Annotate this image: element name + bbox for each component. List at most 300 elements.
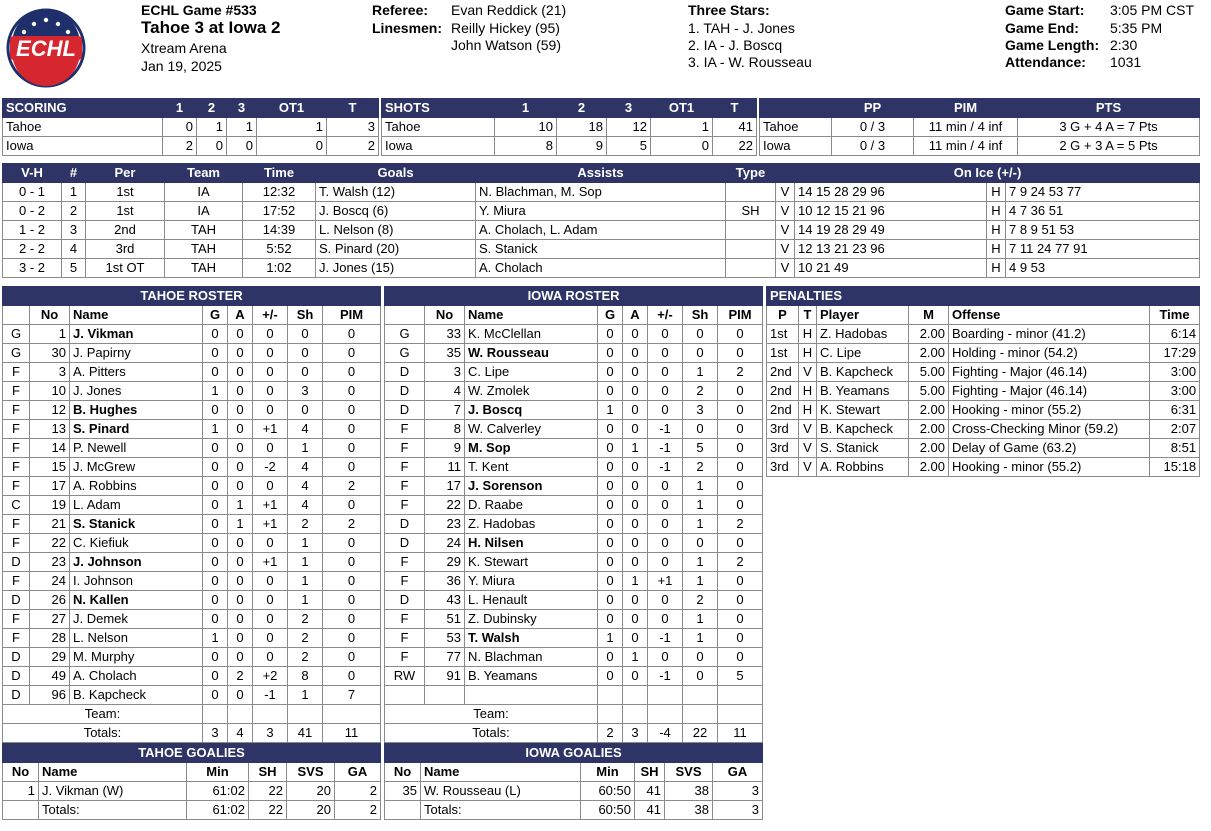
roster-row	[385, 686, 763, 705]
player-position: G	[385, 344, 425, 363]
name-header: Name	[39, 763, 187, 782]
player-name: B. Hughes	[70, 401, 203, 420]
penalty-time: 15:18	[1150, 458, 1200, 477]
iowa-goalies-title: IOWA GOALIES	[385, 744, 763, 763]
minutes-header: M	[909, 306, 949, 325]
period-header: P	[767, 306, 799, 325]
player-name: N. Kallen	[70, 591, 203, 610]
goal-type: SH	[726, 202, 776, 221]
player-pim: 0	[718, 629, 763, 648]
player-pim: 0	[718, 325, 763, 344]
pim-header: PIM	[323, 306, 381, 325]
player-shots: 2	[288, 610, 323, 629]
player-goals: 0	[598, 344, 623, 363]
penalty-minutes: 5.00	[909, 363, 949, 382]
goal-scorer: J. Jones (15)	[316, 259, 476, 278]
sh-header: Sh	[683, 306, 718, 325]
penalty-offense: Delay of Game (63.2)	[949, 439, 1150, 458]
total-ga: 2	[335, 801, 381, 820]
player-shots: 1	[288, 686, 323, 705]
penalty-offense: Holding - minor (54.2)	[949, 344, 1150, 363]
total-saves: 38	[665, 801, 713, 820]
roster-row	[385, 439, 763, 458]
goal-time: 17:52	[243, 202, 316, 221]
player-shots: 1	[683, 610, 718, 629]
player-number: 35	[425, 344, 465, 363]
player-assists	[623, 686, 648, 705]
player-name: W. Calverley	[465, 420, 598, 439]
player-number: 27	[30, 610, 70, 629]
game-end-label: Game End:	[1005, 20, 1079, 36]
player-number: 29	[425, 553, 465, 572]
player-name: J. Johnson	[70, 553, 203, 572]
penalty-offense: Boarding - minor (41.2)	[949, 325, 1150, 344]
attendance-label: Attendance:	[1005, 54, 1086, 70]
a-header: A	[623, 306, 648, 325]
goalie-number: 35	[385, 782, 421, 801]
player-goals: 1	[598, 401, 623, 420]
player-plus-minus: 0	[253, 439, 288, 458]
penalty-team: H	[799, 325, 817, 344]
player-assists: 0	[623, 667, 648, 686]
pos-header	[3, 306, 30, 325]
min-header: Min	[581, 763, 635, 782]
player-goals: 0	[203, 439, 228, 458]
player-shots: 4	[288, 420, 323, 439]
player-goals: 0	[203, 553, 228, 572]
player-number: 96	[30, 686, 70, 705]
svs-header: SVS	[287, 763, 335, 782]
roster-row	[3, 610, 381, 629]
total-assists: 4	[228, 724, 253, 743]
player-goals: 0	[598, 420, 623, 439]
player-goals: 1	[598, 629, 623, 648]
player-shots: 2	[288, 515, 323, 534]
shots-cell: 1	[651, 118, 713, 137]
player-position: G	[385, 325, 425, 344]
player-assists: 0	[228, 477, 253, 496]
player-pim: 0	[718, 648, 763, 667]
player-name: D. Raabe	[465, 496, 598, 515]
player-plus-minus: -1	[648, 420, 683, 439]
score-cell: 2	[163, 137, 197, 156]
player-assists: 0	[623, 363, 648, 382]
player-name: Z. Dubinsky	[465, 610, 598, 629]
totals-label: Totals:	[39, 801, 187, 820]
penalty-time: 2:07	[1150, 420, 1200, 439]
player-shots: 1	[683, 477, 718, 496]
player-assists: 0	[228, 686, 253, 705]
player-number: 36	[425, 572, 465, 591]
player-assists: 0	[228, 363, 253, 382]
player-pim: 0	[323, 629, 381, 648]
player-position: F	[385, 572, 425, 591]
player-name: B. Kapcheck	[70, 686, 203, 705]
player-pim: 0	[323, 420, 381, 439]
goal-team: TAH	[165, 259, 243, 278]
player-pim: 0	[323, 344, 381, 363]
penalty-period: 1st	[767, 325, 799, 344]
player-position: F	[3, 439, 30, 458]
penalty-time: 3:00	[1150, 382, 1200, 401]
goals-header: Goals	[316, 164, 476, 183]
player-goals: 0	[598, 534, 623, 553]
offense-header: Offense	[949, 306, 1150, 325]
player-name	[465, 686, 598, 705]
totals-label: Totals:	[3, 724, 203, 743]
player-assists: 0	[623, 629, 648, 648]
period-header: 3	[607, 99, 651, 118]
player-plus-minus: 0	[253, 401, 288, 420]
player-position: F	[3, 477, 30, 496]
player-shots: 2	[683, 382, 718, 401]
player-number: 28	[30, 629, 70, 648]
three-stars-label: Three Stars:	[688, 2, 770, 18]
player-shots: 0	[683, 325, 718, 344]
player-pim: 0	[323, 667, 381, 686]
goal-number: 3	[62, 221, 86, 240]
goal-row	[3, 221, 1200, 240]
player-shots: 4	[288, 496, 323, 515]
player-pim: 0	[323, 401, 381, 420]
team-name: Tahoe	[382, 118, 495, 137]
period-header: OT1	[651, 99, 713, 118]
penalty-offense: Hooking - minor (55.2)	[949, 458, 1150, 477]
player-goals: 1	[203, 629, 228, 648]
goal-number-header: #	[62, 164, 86, 183]
player-number: 14	[30, 439, 70, 458]
total-shots: 22	[683, 724, 718, 743]
player-number: 4	[425, 382, 465, 401]
player-position: F	[3, 401, 30, 420]
player-plus-minus: 0	[253, 325, 288, 344]
player-assists: 0	[623, 534, 648, 553]
player-shots: 1	[683, 363, 718, 382]
roster-row	[385, 534, 763, 553]
player-position: F	[3, 458, 30, 477]
penalty-row	[767, 401, 1200, 420]
penalty-minutes: 5.00	[909, 382, 949, 401]
penalty-row	[767, 325, 1200, 344]
star-1: 1. TAH - J. Jones	[688, 20, 795, 36]
player-pim: 0	[718, 439, 763, 458]
roster-row	[3, 363, 381, 382]
player-name: T. Walsh	[465, 629, 598, 648]
team-header: Team	[165, 164, 243, 183]
player-plus-minus: +1	[253, 420, 288, 439]
player-name: J. Jones	[70, 382, 203, 401]
player-plus-minus: 0	[648, 610, 683, 629]
player-plus-minus: -2	[253, 458, 288, 477]
home-on-ice: 7 9 24 53 77	[1006, 183, 1200, 202]
name-header: Name	[70, 306, 203, 325]
player-goals: 0	[598, 572, 623, 591]
player-assists: 1	[228, 496, 253, 515]
player-name: A. Robbins	[70, 477, 203, 496]
arena: Xtream Arena	[141, 40, 227, 56]
player-assists: 2	[228, 667, 253, 686]
player-goals: 0	[598, 553, 623, 572]
goal-time: 14:39	[243, 221, 316, 240]
team-header: T	[799, 306, 817, 325]
vh-cell: 3 - 2	[3, 259, 62, 278]
roster-row	[385, 667, 763, 686]
player-shots: 2	[288, 629, 323, 648]
penalty-period: 2nd	[767, 401, 799, 420]
totals-label: Totals:	[385, 724, 598, 743]
goalie-minutes: 61:02	[187, 782, 249, 801]
linesman-name: John Watson (59)	[451, 37, 561, 53]
player-pim: 0	[323, 648, 381, 667]
total-minutes: 61:02	[187, 801, 249, 820]
player-position: F	[3, 610, 30, 629]
roster-row	[385, 344, 763, 363]
player-number	[425, 686, 465, 705]
player-assists: 0	[228, 458, 253, 477]
home-on-ice: 7 8 9 51 53	[1006, 221, 1200, 240]
total-plus-minus: -4	[648, 724, 683, 743]
home-marker: H	[987, 183, 1006, 202]
roster-row	[385, 477, 763, 496]
goal-assists: N. Blachman, M. Sop	[476, 183, 726, 202]
player-name: M. Murphy	[70, 648, 203, 667]
player-position: F	[385, 477, 425, 496]
player-pim: 0	[323, 382, 381, 401]
player-shots: 0	[683, 534, 718, 553]
roster-row	[3, 496, 381, 515]
roster-row	[385, 420, 763, 439]
player-assists: 0	[228, 610, 253, 629]
roster-row	[385, 515, 763, 534]
player-shots: 1	[683, 496, 718, 515]
player-assists: 0	[228, 325, 253, 344]
player-goals: 0	[598, 667, 623, 686]
player-plus-minus: 0	[253, 534, 288, 553]
player-name: C. Kiefiuk	[70, 534, 203, 553]
player-pim: 0	[718, 610, 763, 629]
player-assists: 1	[228, 515, 253, 534]
goals-table	[2, 163, 1200, 278]
assists-header: Assists	[476, 164, 726, 183]
player-shots: 2	[288, 648, 323, 667]
scoring-table	[2, 98, 379, 156]
player-shots: 4	[288, 477, 323, 496]
vh-cell: 0 - 1	[3, 183, 62, 202]
player-shots: 0	[683, 420, 718, 439]
player-position: C	[3, 496, 30, 515]
player-position: F	[3, 420, 30, 439]
player-goals: 1	[203, 420, 228, 439]
penalty-offense: Fighting - Major (46.14)	[949, 363, 1150, 382]
visitor-on-ice: 10 12 15 21 96	[795, 202, 987, 221]
roster-row	[3, 572, 381, 591]
player-pim: 0	[718, 496, 763, 515]
player-position: F	[3, 382, 30, 401]
penalty-row	[767, 439, 1200, 458]
goalie-saves: 20	[287, 782, 335, 801]
player-number: 13	[30, 420, 70, 439]
roster-row	[3, 629, 381, 648]
g-header: G	[203, 306, 228, 325]
player-pim: 0	[718, 572, 763, 591]
total-goals: 3	[203, 724, 228, 743]
team-name: Iowa	[760, 137, 832, 156]
player-shots: 0	[288, 344, 323, 363]
home-marker: H	[987, 202, 1006, 221]
player-number: 10	[30, 382, 70, 401]
player-position: D	[385, 515, 425, 534]
player-position: D	[3, 553, 30, 572]
player-position: G	[3, 325, 30, 344]
total-goals: 2	[598, 724, 623, 743]
a-header: A	[228, 306, 253, 325]
player-shots: 1	[288, 439, 323, 458]
roster-row	[385, 629, 763, 648]
player-position	[385, 686, 425, 705]
team-name: Tahoe	[760, 118, 832, 137]
home-on-ice: 4 7 36 51	[1006, 202, 1200, 221]
shots-cell: 41	[713, 118, 757, 137]
player-assists: 0	[228, 344, 253, 363]
player-name: J. Papirny	[70, 344, 203, 363]
player-goals: 0	[203, 344, 228, 363]
total-assists: 3	[623, 724, 648, 743]
player-number: 17	[425, 477, 465, 496]
player-plus-minus: 0	[253, 344, 288, 363]
player-shots: 1	[288, 534, 323, 553]
total-shots: 41	[288, 724, 323, 743]
pp-header: PP	[832, 99, 914, 118]
player-position: F	[3, 572, 30, 591]
penalty-minutes: 2.00	[909, 420, 949, 439]
player-position: D	[385, 382, 425, 401]
player-assists: 0	[228, 572, 253, 591]
player-goals: 0	[203, 325, 228, 344]
player-pim: 0	[718, 382, 763, 401]
goal-type	[726, 240, 776, 259]
roster-row	[3, 686, 381, 705]
penalty-team: H	[799, 401, 817, 420]
player-goals: 0	[598, 325, 623, 344]
player-number: 12	[30, 401, 70, 420]
game-end: 5:35 PM	[1110, 20, 1163, 36]
player-pim: 0	[718, 420, 763, 439]
player-number: 29	[30, 648, 70, 667]
player-assists: 0	[228, 439, 253, 458]
home-marker: H	[987, 259, 1006, 278]
player-pim: 2	[323, 515, 381, 534]
time-header: Time	[243, 164, 316, 183]
visitor-marker: V	[776, 183, 795, 202]
player-name: K. Stewart	[465, 553, 598, 572]
total-saves: 20	[287, 801, 335, 820]
totals-label: Totals:	[421, 801, 581, 820]
total-shots: 22	[249, 801, 287, 820]
penalty-period: 3rd	[767, 420, 799, 439]
player-assists: 0	[623, 420, 648, 439]
player-number: 7	[425, 401, 465, 420]
player-position: F	[385, 629, 425, 648]
home-on-ice: 4 9 53	[1006, 259, 1200, 278]
player-name: J. Sorenson	[465, 477, 598, 496]
player-plus-minus: -1	[648, 458, 683, 477]
goal-type	[726, 221, 776, 240]
player-shots: 1	[683, 629, 718, 648]
player-position: F	[3, 629, 30, 648]
penalties-table	[766, 286, 1200, 477]
score-cell: 0	[257, 137, 327, 156]
penalty-time: 3:00	[1150, 363, 1200, 382]
player-plus-minus: -1	[648, 667, 683, 686]
shots-cell: 10	[495, 118, 557, 137]
player-position: D	[385, 591, 425, 610]
player-name: S. Stanick	[70, 515, 203, 534]
ga-header: GA	[335, 763, 381, 782]
penalty-time: 17:29	[1150, 344, 1200, 363]
player-plus-minus: 0	[253, 648, 288, 667]
player-goals: 0	[203, 363, 228, 382]
player-pim	[718, 686, 763, 705]
pp-cell: 0 / 3	[832, 137, 914, 156]
player-name: L. Adam	[70, 496, 203, 515]
shots-cell: 12	[607, 118, 651, 137]
player-plus-minus: 0	[648, 553, 683, 572]
penalty-player: B. Yeamans	[817, 382, 909, 401]
penalty-minutes: 2.00	[909, 401, 949, 420]
shots-cell: 0	[651, 137, 713, 156]
roster-row	[385, 458, 763, 477]
player-number: 11	[425, 458, 465, 477]
scoring-header: SCORING	[3, 99, 163, 118]
player-assists: 0	[623, 382, 648, 401]
player-pim: 2	[323, 477, 381, 496]
player-assists: 1	[623, 572, 648, 591]
player-position: F	[3, 534, 30, 553]
player-position: F	[385, 458, 425, 477]
team-name: Iowa	[382, 137, 495, 156]
shots-cell: 22	[713, 137, 757, 156]
shots-cell: 9	[557, 137, 607, 156]
pim-cell: 11 min / 4 inf	[914, 118, 1018, 137]
visitor-marker: V	[776, 240, 795, 259]
time-header: Time	[1150, 306, 1200, 325]
player-number: 1	[30, 325, 70, 344]
player-assists: 0	[623, 325, 648, 344]
player-goals: 0	[598, 591, 623, 610]
goalie-shots: 41	[635, 782, 665, 801]
player-pim: 0	[718, 534, 763, 553]
star-2: 2. IA - J. Boscq	[688, 37, 783, 53]
player-plus-minus: -1	[253, 686, 288, 705]
player-position: D	[3, 591, 30, 610]
player-goals: 0	[203, 572, 228, 591]
player-goals: 0	[598, 382, 623, 401]
tahoe-goalies-title: TAHOE GOALIES	[3, 744, 381, 763]
penalty-player: Z. Hadobas	[817, 325, 909, 344]
plus-minus-header: +/-	[253, 306, 288, 325]
player-position: G	[3, 344, 30, 363]
no-header: No	[425, 306, 465, 325]
player-position: D	[3, 648, 30, 667]
goalie-ga: 3	[713, 782, 763, 801]
goalie-minutes: 60:50	[581, 782, 635, 801]
player-plus-minus: 0	[253, 629, 288, 648]
player-pim: 0	[718, 401, 763, 420]
echl-logo	[4, 4, 88, 88]
player-header: Player	[817, 306, 909, 325]
player-goals: 1	[203, 382, 228, 401]
no-header: No	[30, 306, 70, 325]
